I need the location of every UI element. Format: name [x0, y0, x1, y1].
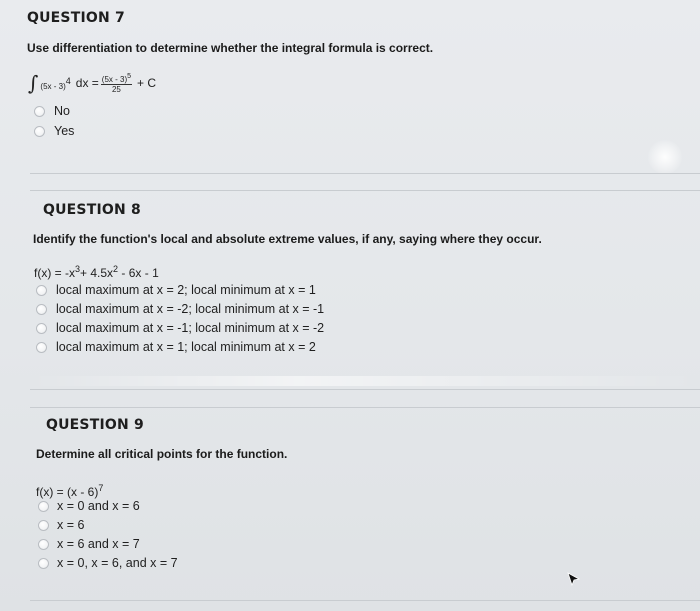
radio-button-icon[interactable]: [36, 285, 47, 296]
radio-button-icon[interactable]: [38, 501, 49, 512]
option-label: local maximum at x = -2; local minimum at x = -1: [56, 302, 325, 316]
radio-button-icon[interactable]: [36, 323, 47, 334]
question-8-instruction: Identify the function's local and absolute extreme values, if any, saying where they occur.: [33, 232, 542, 246]
q9-option-2[interactable]: [38, 518, 84, 532]
radio-button-icon[interactable]: [38, 539, 49, 550]
question-8-title: QUESTION 8: [43, 202, 141, 218]
screen-glare: [30, 376, 700, 386]
question-9-function: f(x) = (x - 6)$^7$: [36, 483, 104, 499]
dx-label: dx =: [75, 76, 99, 90]
option-label: x = 0, x = 6, and x = 7: [57, 556, 178, 570]
radio-button-icon[interactable]: [36, 342, 47, 353]
question-7-instruction: Use differentiation to determine whether the integral formula is correct.: [27, 41, 434, 55]
question-divider: [30, 407, 700, 408]
radio-button-icon[interactable]: [38, 520, 49, 531]
constant-term: + C: [137, 76, 157, 90]
question-9-title: QUESTION 9: [46, 417, 144, 433]
option-label: local maximum at x = 1; local minimum at x = 2: [56, 340, 316, 354]
radio-button-icon[interactable]: [34, 126, 45, 137]
option-label: x = 6 and x = 7: [57, 537, 140, 551]
question-divider: [30, 389, 700, 390]
q8-option-4[interactable]: [36, 340, 316, 354]
q7-option-yes[interactable]: [34, 124, 74, 138]
fraction: [101, 72, 132, 94]
question-7-title: QUESTION 7: [27, 10, 125, 26]
question-9-instruction: Determine all critical points for the function.: [36, 447, 288, 461]
option-label: No: [54, 104, 70, 118]
q9-option-1[interactable]: [38, 499, 140, 513]
fraction-numerator: (5x - 3)5: [101, 73, 132, 84]
integrand: (5x - 3)4: [40, 75, 71, 91]
question-divider: [30, 190, 700, 191]
radio-button-icon[interactable]: [36, 304, 47, 315]
question-divider: [30, 600, 700, 601]
option-label: Yes: [54, 124, 75, 138]
option-label: x = 6: [57, 518, 85, 532]
q8-option-3[interactable]: [36, 321, 324, 335]
option-label: local maximum at x = 2; local minimum at x = 1: [56, 283, 316, 297]
q8-option-2[interactable]: [36, 302, 324, 316]
radio-button-icon[interactable]: [34, 106, 45, 117]
q9-option-4[interactable]: [38, 556, 178, 570]
option-label: x = 0 and x = 6: [57, 499, 140, 513]
integral-symbol: ∫: [28, 71, 39, 95]
fraction-denominator: 25: [111, 85, 121, 94]
question-8-function: $f(x) = -x^3+ 4.5x^2 - 6x - 1$: [34, 264, 159, 280]
radio-button-icon[interactable]: [38, 558, 49, 569]
option-label: local maximum at x = -1; local minimum at x = -2: [56, 321, 325, 335]
q7-option-no[interactable]: [34, 104, 70, 118]
screen-glare: [648, 140, 682, 174]
q9-option-3[interactable]: [38, 537, 140, 551]
mouse-pointer-icon: [567, 572, 581, 588]
q8-option-1[interactable]: [36, 283, 316, 297]
integral-formula: [28, 72, 156, 94]
question-divider: [30, 173, 700, 174]
